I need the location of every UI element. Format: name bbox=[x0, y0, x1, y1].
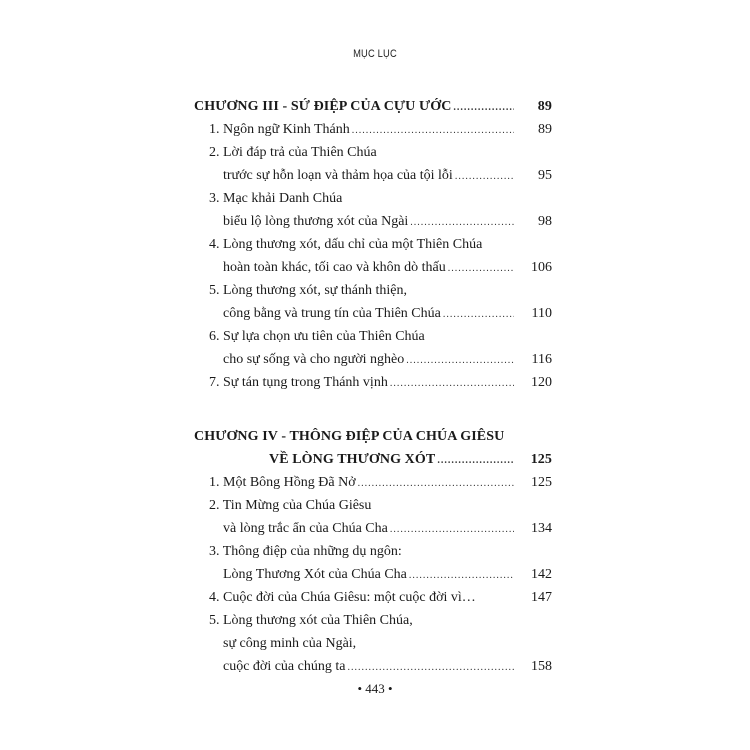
toc-entry[interactable] bbox=[194, 371, 552, 394]
entry-title: 3. Mạc khải Danh Chúa bbox=[209, 191, 343, 206]
entry-title: 1. Ngôn ngữ Kinh Thánh bbox=[209, 122, 350, 137]
page-ref: 95 bbox=[538, 168, 552, 183]
toc-entry-continuation[interactable] bbox=[194, 517, 552, 540]
dot-leader bbox=[410, 211, 514, 234]
entry-title: 6. Sự lựa chọn ưu tiên của Thiên Chúa bbox=[209, 329, 425, 344]
page-ref: 120 bbox=[531, 375, 552, 390]
toc-entry[interactable] bbox=[194, 325, 552, 348]
entry-title: cuộc đời của chúng ta bbox=[223, 659, 346, 674]
entry-title: 5. Lòng thương xót của Thiên Chúa, bbox=[209, 613, 413, 628]
toc-entry[interactable] bbox=[194, 279, 552, 302]
page-ref: 110 bbox=[531, 306, 552, 321]
page-ref: 158 bbox=[531, 659, 552, 674]
page-ref: 89 bbox=[538, 122, 552, 137]
toc-chapter-4-continuation[interactable] bbox=[194, 448, 552, 471]
page-ref: 125 bbox=[530, 452, 552, 467]
page-ref: 98 bbox=[538, 214, 552, 229]
entry-title: công bằng và trung tín của Thiên Chúa bbox=[223, 306, 441, 321]
toc-entry[interactable] bbox=[194, 118, 552, 141]
toc-entry-continuation[interactable] bbox=[194, 632, 552, 655]
entry-title: cho sự sống và cho người nghèo bbox=[223, 352, 405, 367]
toc-entry[interactable] bbox=[194, 586, 552, 609]
section-spacer bbox=[194, 394, 552, 425]
page-number: • 443 • bbox=[357, 681, 393, 696]
entry-title: biểu lộ lòng thương xót của Ngài bbox=[223, 214, 409, 229]
dot-leader bbox=[347, 656, 514, 679]
dot-leader bbox=[390, 372, 514, 395]
toc-entry[interactable] bbox=[194, 540, 552, 563]
entry-title: 3. Thông điệp của những dụ ngôn: bbox=[209, 544, 402, 559]
dot-leader bbox=[352, 119, 514, 142]
dot-leader bbox=[409, 564, 514, 587]
page-ref: 147 bbox=[531, 590, 552, 605]
dot-leader bbox=[443, 303, 514, 326]
toc-entry[interactable] bbox=[194, 609, 552, 632]
entry-title: 7. Sự tán tụng trong Thánh vịnh bbox=[209, 375, 388, 390]
toc-entry-continuation[interactable] bbox=[194, 563, 552, 586]
chapter-title: CHƯƠNG IV - THÔNG ĐIỆP CỦA CHÚA GIÊSU bbox=[194, 429, 505, 444]
page-ref: 125 bbox=[531, 475, 552, 490]
toc-entry[interactable] bbox=[194, 141, 552, 164]
page-ref: 134 bbox=[531, 521, 552, 536]
dot-leader bbox=[455, 165, 514, 188]
toc-entry[interactable] bbox=[194, 471, 552, 494]
entry-title: 4. Cuộc đời của Chúa Giêsu: một cuộc đời vì… bbox=[209, 590, 476, 605]
entry-title: 2. Lời đáp trả của Thiên Chúa bbox=[209, 145, 377, 160]
dot-leader bbox=[453, 96, 514, 119]
toc-entry[interactable] bbox=[194, 187, 552, 210]
toc-entry-continuation[interactable] bbox=[194, 256, 552, 279]
entry-title: và lòng trắc ẩn của Chúa Cha bbox=[223, 521, 388, 536]
toc-entry-continuation[interactable] bbox=[194, 302, 552, 325]
toc-entry-continuation[interactable] bbox=[194, 164, 552, 187]
page-ref: 106 bbox=[531, 260, 552, 275]
toc-entry[interactable] bbox=[194, 233, 552, 256]
chapter-title: CHƯƠNG III - SỨ ĐIỆP CỦA CỰU ƯỚC bbox=[194, 99, 452, 114]
page-ref: 116 bbox=[531, 352, 552, 367]
toc-entry-continuation[interactable] bbox=[194, 348, 552, 371]
dot-leader bbox=[390, 518, 514, 541]
table-of-contents bbox=[194, 95, 552, 678]
entry-title: 2. Tin Mừng của Chúa Giêsu bbox=[209, 498, 372, 513]
dot-leader bbox=[437, 449, 514, 472]
running-header: MỤC LỤC bbox=[353, 48, 397, 60]
dot-leader bbox=[358, 472, 514, 495]
entry-title: 5. Lòng thương xót, sự thánh thiện, bbox=[209, 283, 407, 298]
entry-title: hoàn toàn khác, tối cao và khôn dò thấu bbox=[223, 260, 446, 275]
page-ref: 142 bbox=[531, 567, 552, 582]
toc-entry-continuation[interactable] bbox=[194, 210, 552, 233]
entry-title: trước sự hỗn loạn và thảm họa của tội lỗi bbox=[223, 168, 453, 183]
entry-title: 4. Lòng thương xót, dấu chỉ của một Thiên Chúa bbox=[209, 237, 483, 252]
page-ref: 89 bbox=[537, 99, 552, 114]
dot-leader bbox=[406, 349, 514, 372]
toc-chapter-3[interactable] bbox=[194, 95, 552, 118]
dot-leader bbox=[448, 257, 514, 280]
entry-title: Lòng Thương Xót của Chúa Cha bbox=[223, 567, 407, 582]
toc-entry-continuation[interactable] bbox=[194, 655, 552, 678]
entry-title: sự công minh của Ngài, bbox=[223, 636, 357, 651]
toc-chapter-4[interactable] bbox=[194, 425, 552, 448]
entry-title: 1. Một Bông Hồng Đã Nở bbox=[209, 475, 356, 490]
toc-entry[interactable] bbox=[194, 494, 552, 517]
chapter-title: VỀ LÒNG THƯƠNG XÓT bbox=[269, 452, 436, 467]
